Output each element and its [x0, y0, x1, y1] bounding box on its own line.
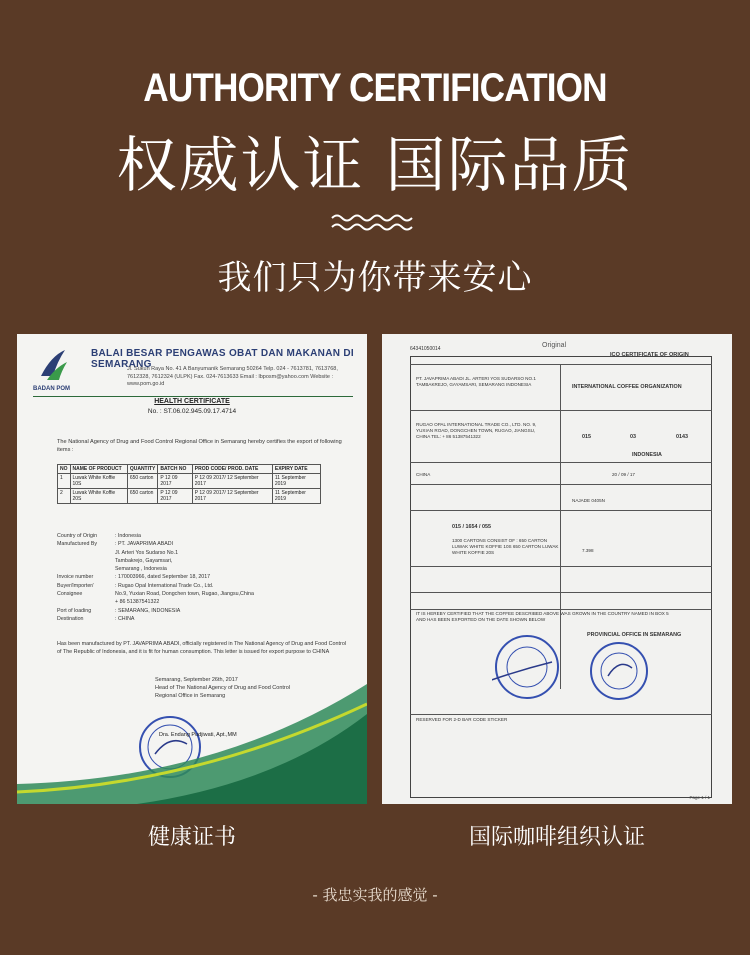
info-key: Port of loading — [57, 607, 92, 614]
table-cell: Luwak White Koffie 20S — [70, 489, 127, 504]
country-code: 015 — [582, 434, 591, 440]
info-row — [57, 540, 254, 548]
certificate-statement: Has been manufactured by PT. JAVAPRIMA ABADI, officially registered in The National Agency of Drug and Food Control of The Republic of Indonesia, and it is fit for human consumption. This letter is issued for export purpose to CHINA — [57, 641, 347, 655]
info-value: No.9, Yuxian Road, Dongchen town, Rugao, Jiangsu,China — [115, 591, 254, 598]
info-row — [57, 590, 254, 598]
table-header-cell: NAME OF PRODUCT — [70, 465, 127, 474]
info-row — [57, 607, 254, 615]
table-cell: Luwak White Koffie 10S — [70, 474, 127, 489]
info-value: : 170003966, dated September 18, 2017 — [115, 574, 211, 581]
ico-certificate-caption: 国际咖啡组织认证 — [468, 825, 645, 850]
info-value: Tambakrejo, Gayamsari, — [115, 557, 173, 564]
health-certificate-caption: 健康证书 — [147, 825, 236, 850]
page-number: Page 1 / 1 — [689, 795, 710, 800]
serial-number: 0143 — [676, 434, 688, 440]
table-cell: 11 September 2019 — [272, 474, 320, 489]
info-value: : CHINA — [115, 615, 135, 622]
form-rule — [410, 609, 712, 610]
port-code: 03 — [630, 434, 636, 440]
info-key: Consignee — [57, 591, 83, 598]
destination-country: CHINA — [416, 472, 431, 477]
info-key: Destination — [57, 615, 84, 622]
table-cell: P 12 09 2017 — [158, 489, 192, 504]
table-row — [58, 489, 321, 504]
sign-line: Semarang, September 26th, 2017 — [155, 677, 238, 683]
table-cell: 650 carton — [127, 474, 158, 489]
ico-org-name: INTERNATIONAL COFFEE ORGANIZATION — [572, 384, 682, 390]
net-weight: 7.398 — [582, 548, 594, 553]
info-row — [57, 557, 254, 565]
table-header-cell: QUANTITY — [127, 465, 158, 474]
header-rule — [33, 396, 353, 397]
certificate-heading: HEALTH CERTIFICATE — [154, 398, 230, 405]
table-cell: P 12 09 2017/ 12 September 2017 — [192, 489, 272, 504]
info-value: : Indonesia — [115, 533, 141, 539]
form-rule — [410, 364, 712, 365]
form-rule — [410, 714, 712, 715]
exporter-text: PT. JAVAPRIMA ABADI JL. ARTERI YOS SUDARSO NO.1 TAMBAKREJO, GAYAMSARI, SEMARANG INDONESIA — [416, 376, 536, 387]
carrier-name: NAJADE 0405N — [572, 498, 605, 503]
form-rule — [410, 462, 712, 463]
ico-mark: 015 / 1654 / 055 — [452, 524, 491, 530]
product-table — [57, 464, 321, 504]
certificate-number: No. : ST.06.02.945.09.17.4714 — [147, 408, 237, 415]
info-value: : SEMARANG, INDONESIA — [115, 607, 181, 614]
info-value: : Rugao Opal International Trade Co., Ltd. — [115, 582, 214, 589]
form-rule — [410, 566, 712, 567]
marks-detail: 1300 CARTONS CONSIST OF : 650 CARTON LUWAK WHITE KOFFIE 10S 650 CARTON LUWAK WHITE KOFFIE 20S — [452, 538, 559, 555]
table-cell: P 12 09 2017 — [158, 474, 192, 489]
shipment-info — [57, 532, 254, 623]
info-key: Country of Origin — [57, 533, 98, 539]
info-key: Invoice number — [57, 574, 94, 581]
original-label: Original — [542, 342, 567, 349]
table-cell: 1 — [58, 474, 71, 489]
document-number: 64341050014 — [410, 346, 441, 352]
table-cell: 11 September 2019 — [272, 489, 320, 504]
info-row — [57, 573, 254, 581]
green-corner-decoration — [17, 684, 367, 804]
company-stamp-icon — [492, 632, 562, 702]
sign-line: Head of The National Agency of Drug and Food Control — [155, 685, 291, 691]
info-row — [57, 532, 254, 540]
info-key: Manufactured By — [57, 541, 98, 548]
form-rule — [410, 510, 712, 511]
footer-slogan: - 我忠实我的感觉 - — [312, 886, 438, 904]
form-rule — [410, 592, 712, 593]
chinese-title: 权威认证 国际品质 — [116, 131, 634, 201]
info-value: Semarang , Indonesia — [115, 566, 167, 573]
issuer-address: Jl. Sukun Raya No. 41 A Banyumanik Semarang 50264 Telp. 024 - 7613781, 7613768, 7612328, 7612324 (ULPK) Fax. 024-7613633 Email : lbposm@yahoo.com Website : www.pom.go.id — [127, 366, 338, 387]
ico-heading: ICO CERTIFICATE OF ORIGIN — [610, 352, 689, 358]
table-header-cell: NO — [58, 465, 71, 474]
health-certificate-image — [17, 334, 367, 804]
info-row — [57, 549, 254, 557]
info-key: Buyer/Importer/ — [57, 582, 94, 589]
logo-caption: BADAN POM — [33, 386, 70, 392]
provincial-office: PROVINCIAL OFFICE IN SEMARANG — [587, 632, 682, 638]
info-value: : PT. JAVAPRIMA ABADI — [115, 541, 174, 548]
table-header-cell: EXPIRY DATE — [272, 465, 320, 474]
english-title: AUTHORITY CERTIFICATION — [143, 66, 607, 110]
subtitle: 我们只为你带来安心 — [217, 258, 533, 298]
ico-certificate-image — [382, 334, 732, 804]
provincial-stamp-icon — [588, 640, 650, 702]
table-cell: 2 — [58, 489, 71, 504]
info-row — [57, 615, 254, 623]
table-cell: 650 carton — [127, 489, 158, 504]
barcode-reserved-label: RESERVED FOR 2-D BAR CODE STICKER — [416, 717, 508, 722]
notify-party-text: RUGAO OPAL INTERNATIONAL TRADE CO., LTD. NO. 9, YUXIAN ROAD, DONGCHEN TOWN, RUGAO, JIANGSU, CHINA TEL: + 86 51387541322 — [416, 422, 537, 439]
wave-divider-icon — [330, 212, 420, 234]
form-rule — [410, 410, 712, 411]
table-header-cell: PROD CODE/ PROD. DATE — [192, 465, 272, 474]
info-row — [57, 582, 254, 590]
certificate-intro: The National Agency of Drug and Food Control Regional Office in Semarang hereby certifies the export of following items : — [57, 439, 342, 453]
form-rule — [410, 484, 712, 485]
info-row — [57, 598, 254, 606]
certification-note: IT IS HEREBY CERTIFIED THAT THE COFFEE DESCRIBED ABOVE WAS GROWN IN THE COUNTRY NAMED IN BOX 5 AND HAS BEEN EXPORTED ON THE DATE SHOWN BELOW — [416, 611, 669, 622]
info-row — [57, 565, 254, 573]
sign-line: Regional Office in Semarang — [155, 693, 226, 699]
badan-pom-logo-icon — [35, 346, 71, 384]
table-row — [58, 474, 321, 489]
info-value: + 86 51387541322 — [115, 599, 160, 606]
issuer-name: BALAI BESAR PENGAWAS OBAT DAN MAKANAN DI SEMARANG — [91, 348, 354, 370]
table-cell: P 12 09 2017/ 12 September 2017 — [192, 474, 272, 489]
producing-country: INDONESIA — [632, 452, 662, 458]
info-value: Jl. Arteri Yos Sudarso No.1 — [115, 549, 179, 556]
export-date: 20 / 09 / 17 — [612, 472, 635, 477]
table-header-cell: BATCH NO — [158, 465, 192, 474]
signer-name: Dra. Endang Pudjiwati, Apt.,MM — [159, 732, 237, 738]
